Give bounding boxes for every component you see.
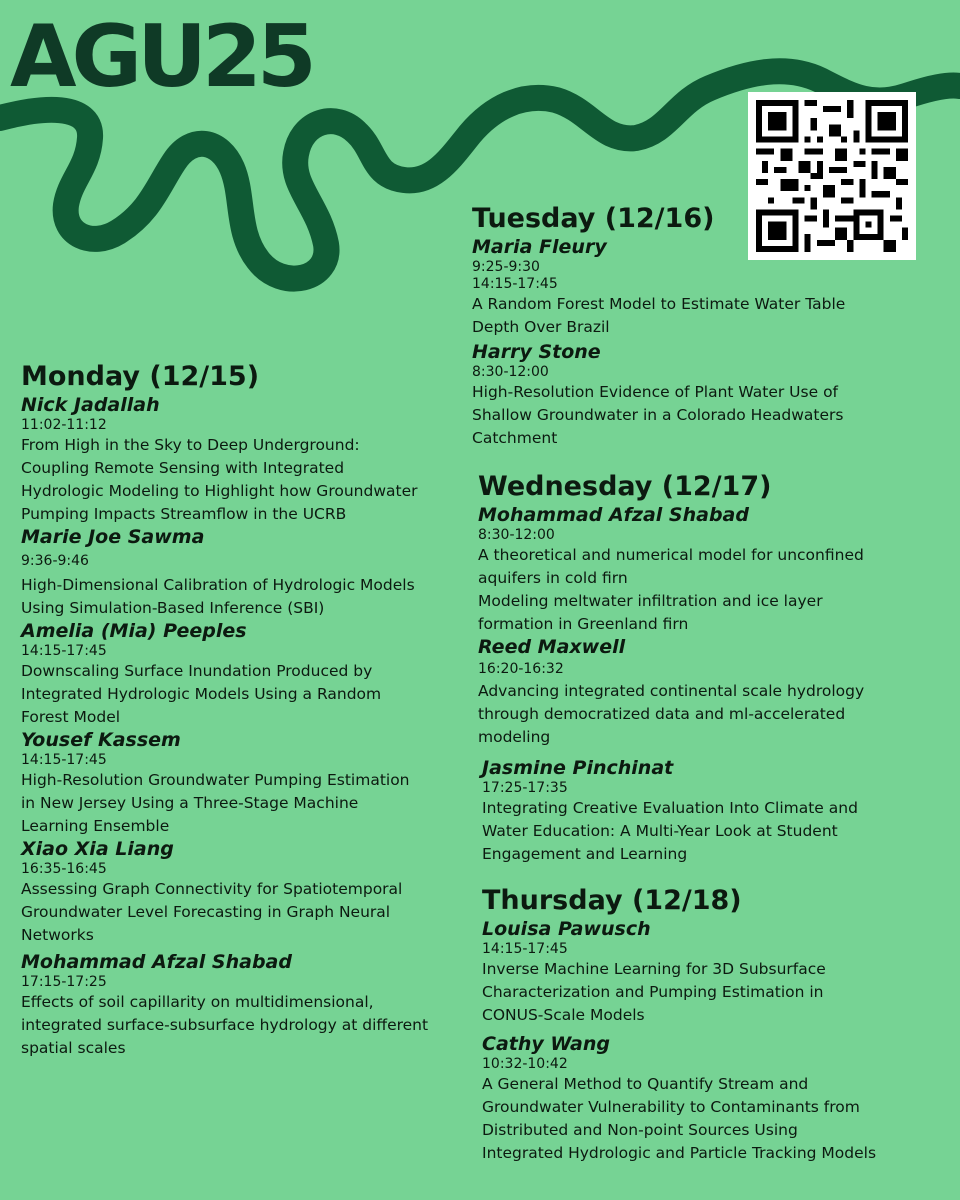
talk-entry (472, 236, 922, 339)
talk-title: High-Dimensional Calibration of Hydrologic Models Using Simulation-Based Inference (SBI) (21, 576, 415, 617)
presenter-name: Louisa Pawusch (482, 918, 651, 940)
presenter-name: Xiao Xia Liang (21, 838, 174, 860)
talk-entry (21, 951, 471, 1060)
presenter-name: Nick Jadallah (21, 394, 160, 416)
presenter-name: Mohammad Afzal Shabad (478, 504, 749, 526)
talk-time: 17:25-17:35 (482, 780, 568, 796)
talk-title: Assessing Graph Connectivity for Spatiotemporal Groundwater Level Forecasting in Graph Neural Networks (21, 880, 403, 944)
day-section-monday (21, 360, 471, 1060)
talk-time: 8:30-12:00 (472, 364, 549, 380)
day-heading: Wednesday (12/17) (478, 471, 772, 502)
talk-title: Integrating Creative Evaluation Into Climate and Water Education: A Multi-Year Look at Student Engagement and Learning (482, 799, 858, 863)
talk-entry (472, 341, 922, 450)
talk-title: High-Resolution Groundwater Pumping Estimation in New Jersey Using a Three-Stage Machine Learning Ensemble (21, 771, 410, 835)
talk-time: 14:15-17:45 (21, 752, 107, 768)
presenter-name: Harry Stone (472, 341, 601, 363)
talk-entry (21, 729, 471, 838)
talk-title: From High in the Sky to Deep Underground: Coupling Remote Sensing with Integrated Hydrologic Modeling to Highlight how Groundwater Pumping Impacts Streamflow in the UCRB (21, 436, 418, 523)
talk-title: Downscaling Surface Inundation Produced by Integrated Hydrologic Models Using a Random Forest Model (21, 662, 382, 726)
presenter-name: Reed Maxwell (478, 636, 626, 658)
talk-title: A theoretical and numerical model for unconfined aquifers in cold firn Modeling meltwater infiltration and ice layer formation in Greenland firn (478, 546, 864, 633)
presenter-name: Amelia (Mia) Peeples (21, 620, 247, 642)
talk-title: A Random Forest Model to Estimate Water Table Depth Over Brazil (472, 295, 846, 336)
talk-entry (21, 620, 471, 729)
talk-entry (21, 526, 471, 620)
day-heading: Monday (12/15) (21, 361, 260, 392)
talk-title: Inverse Machine Learning for 3D Subsurface Characterization and Pumping Estimation in CONUS-Scale Models (482, 960, 826, 1024)
talk-time: 17:15-17:25 (21, 974, 107, 990)
talk-title: Advancing integrated continental scale hydrology through democratized data and ml-accelerated modeling (478, 682, 865, 746)
presenter-name: Jasmine Pinchinat (482, 757, 674, 779)
talk-time: 16:20-16:32 (478, 661, 564, 677)
talk-title: Effects of soil capillarity on multidimensional, integrated surface-subsurface hydrology at different spatial scales (21, 993, 429, 1057)
talk-entry (482, 1033, 932, 1165)
talk-entry (21, 838, 471, 947)
talk-time: 16:35-16:45 (21, 861, 107, 877)
presenter-name: Yousef Kassem (21, 729, 181, 751)
talk-entry (478, 504, 928, 636)
day-section-thursday (482, 884, 932, 1165)
presenter-name: Mohammad Afzal Shabad (21, 951, 292, 973)
talk-entry (478, 636, 928, 749)
day-section-tuesday (472, 202, 922, 450)
talk-title: High-Resolution Evidence of Plant Water Use of Shallow Groundwater in a Colorado Headwaters Catchment (472, 383, 844, 447)
presenter-name: Maria Fleury (472, 236, 607, 258)
talk-entry (482, 918, 932, 1027)
day-heading: Thursday (12/18) (482, 885, 742, 916)
talk-time: 14:15-17:45 (21, 643, 107, 659)
talk-time: 14:15-17:45 (472, 276, 558, 292)
talk-time: 14:15-17:45 (482, 941, 568, 957)
talk-time: 8:30-12:00 (478, 527, 555, 543)
talk-time: 10:32-10:42 (482, 1056, 568, 1072)
agu25-logo: AGU25 (10, 7, 312, 107)
presenter-name: Cathy Wang (482, 1033, 610, 1055)
presenter-name: Marie Joe Sawma (21, 526, 205, 548)
talk-time: 9:36-9:46 (21, 553, 89, 569)
talk-entry (478, 757, 928, 866)
talk-time: 9:25-9:30 (472, 259, 540, 275)
talk-entry (21, 394, 471, 526)
day-heading: Tuesday (12/16) (472, 203, 715, 234)
day-section-wednesday (478, 470, 928, 866)
talk-title: A General Method to Quantify Stream and Groundwater Vulnerability to Contaminants from Distributed and Non-point Sources Using Integrated Hydrologic and Particle Tracking Models (482, 1075, 877, 1162)
talk-time: 11:02-11:12 (21, 417, 107, 433)
